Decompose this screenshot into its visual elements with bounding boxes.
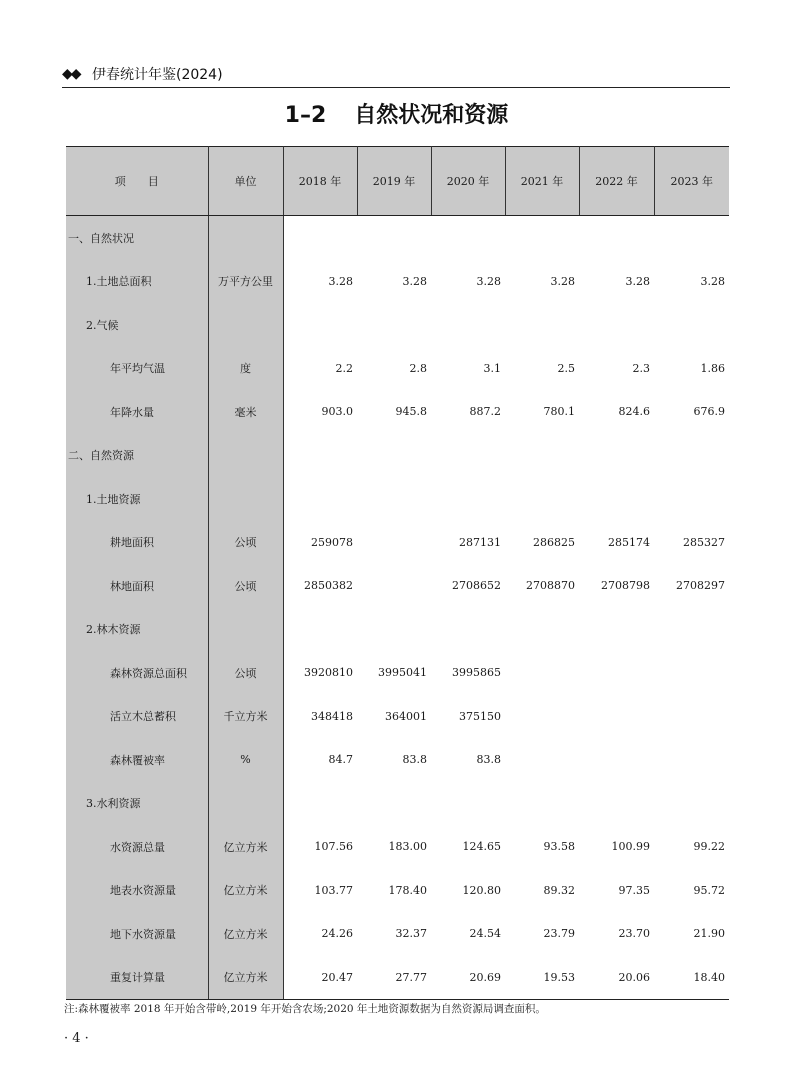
row-value-cell: 3.28 <box>700 274 725 288</box>
row-item-label: 1.土地总面积 <box>66 260 208 304</box>
table-row <box>66 303 729 347</box>
row-unit: 公顷 <box>208 564 283 608</box>
row-value-cell <box>579 434 654 478</box>
row-unit <box>208 477 283 521</box>
row-value-cell <box>505 695 579 739</box>
row-value-cell: 2.3 <box>632 361 650 375</box>
table-row <box>66 869 729 913</box>
row-value-cell <box>357 477 431 521</box>
row-unit: 公顷 <box>208 521 283 565</box>
row-value-cell <box>431 477 505 521</box>
row-value-cell: 287131 <box>459 535 501 549</box>
row-value-cell: 27.77 <box>357 956 431 1000</box>
table-row <box>66 956 729 1000</box>
row-value-cell: 285174 <box>608 535 650 549</box>
row-value-cell: 285327 <box>683 535 725 549</box>
row-value-cell <box>431 782 505 826</box>
row-item-label: 林地面积 <box>66 564 208 608</box>
table-row <box>66 434 729 478</box>
row-unit <box>208 216 283 260</box>
header-rule <box>62 87 730 88</box>
row-unit: 公顷 <box>208 651 283 695</box>
row-value-cell <box>505 434 579 478</box>
row-value-cell: 23.70 <box>618 927 650 941</box>
row-value-cell: 97.35 <box>618 883 650 897</box>
column-header-item: 项 目 <box>66 147 208 216</box>
row-value-cell <box>654 216 729 260</box>
column-header-2023: 2023 年 <box>654 147 729 216</box>
row-value-cell: 887.2 <box>469 405 501 419</box>
row-value-cell <box>505 651 579 695</box>
table-row <box>66 912 729 956</box>
row-value-cell: 3.28 <box>328 274 353 288</box>
row-value-cell <box>654 477 729 521</box>
row-value-cell: 286825 <box>533 535 575 549</box>
row-value-cell: 178.40 <box>388 883 427 897</box>
row-value-cell: 83.8 <box>476 753 501 767</box>
running-title: 伊春统计年鉴(2024) <box>92 67 223 83</box>
row-value-cell <box>579 608 654 652</box>
diamond-bullets-icon: ◆◆ <box>62 66 80 82</box>
row-value-cell: 2708297 <box>676 579 725 593</box>
row-value-cell <box>654 303 729 347</box>
row-item-label: 一、自然状况 <box>66 216 208 260</box>
column-header-2022: 2022 年 <box>579 147 654 216</box>
row-value-cell: 2708798 <box>601 579 650 593</box>
row-value-cell <box>357 608 431 652</box>
row-value-cell: 945.8 <box>395 405 427 419</box>
row-item-label: 地下水资源量 <box>66 912 208 956</box>
row-value-cell <box>357 434 431 478</box>
row-value-cell <box>654 608 729 652</box>
row-value-cell <box>431 608 505 652</box>
row-value-cell: 24.54 <box>469 927 501 941</box>
table-header-row <box>66 147 729 216</box>
row-value-cell <box>654 738 729 782</box>
row-value-cell <box>283 303 357 347</box>
table-row <box>66 390 729 434</box>
row-value-cell <box>505 303 579 347</box>
table-row <box>66 608 729 652</box>
row-unit: 千立方米 <box>208 695 283 739</box>
row-value-cell <box>579 651 654 695</box>
column-header-2020: 2020 年 <box>431 147 505 216</box>
row-value-cell <box>654 651 729 695</box>
column-header-2021: 2021 年 <box>505 147 579 216</box>
row-value-cell: 93.58 <box>543 840 575 854</box>
table-row <box>66 782 729 826</box>
row-value-cell: 183.00 <box>388 840 427 854</box>
row-item-label: 地表水资源量 <box>66 869 208 913</box>
row-unit: 亿立方米 <box>208 956 283 1000</box>
table-number: 1–2 <box>284 103 327 128</box>
row-item-label: 3.水利资源 <box>66 782 208 826</box>
row-item-label: 2.气候 <box>66 303 208 347</box>
row-value-cell: 32.37 <box>395 927 427 941</box>
row-value-cell: 84.7 <box>328 753 353 767</box>
table-row <box>66 521 729 565</box>
row-unit: % <box>208 738 283 782</box>
row-value-cell <box>431 303 505 347</box>
row-value-cell <box>283 434 357 478</box>
row-value-cell <box>579 303 654 347</box>
table-row <box>66 738 729 782</box>
row-item-label: 森林覆被率 <box>66 738 208 782</box>
row-value-cell <box>283 782 357 826</box>
row-value-cell: 903.0 <box>321 405 353 419</box>
table-body <box>66 216 729 1000</box>
row-value-cell <box>579 738 654 782</box>
table-row <box>66 695 729 739</box>
row-value-cell <box>579 216 654 260</box>
table-row <box>66 260 729 304</box>
row-value-cell: 3995041 <box>378 666 427 680</box>
row-value-cell: 2.2 <box>335 361 353 375</box>
row-unit <box>208 608 283 652</box>
row-value-cell: 676.9 <box>693 405 725 419</box>
row-value-cell: 3920810 <box>304 666 353 680</box>
page-title <box>0 98 793 129</box>
running-header <box>62 64 730 86</box>
row-value-cell: 103.77 <box>314 883 353 897</box>
column-header-2018: 2018 年 <box>283 147 357 216</box>
row-value-cell: 2.5 <box>557 361 575 375</box>
row-unit: 度 <box>208 347 283 391</box>
row-value-cell: 20.47 <box>283 956 357 1000</box>
row-unit <box>208 303 283 347</box>
row-value-cell <box>431 216 505 260</box>
row-value-cell: 20.69 <box>431 956 505 1000</box>
row-value-cell: 3.28 <box>476 274 501 288</box>
row-unit <box>208 782 283 826</box>
row-value-cell: 20.06 <box>579 956 654 1000</box>
row-value-cell: 1.86 <box>700 361 725 375</box>
footnote: 注:森林覆被率 2018 年开始含带岭,2019 年开始含农场;2020 年土地资源数据为自然资源局调查面积。 <box>64 1003 546 1015</box>
row-unit: 毫米 <box>208 390 283 434</box>
row-item-label: 重复计算量 <box>66 956 208 1000</box>
row-value-cell: 19.53 <box>505 956 579 1000</box>
row-value-cell <box>505 782 579 826</box>
row-value-cell: 124.65 <box>462 840 501 854</box>
row-value-cell: 3.1 <box>483 361 501 375</box>
row-value-cell <box>283 477 357 521</box>
table-row <box>66 477 729 521</box>
row-value-cell <box>357 564 431 608</box>
row-value-cell <box>505 216 579 260</box>
row-value-cell: 348418 <box>311 709 353 723</box>
table-row <box>66 216 729 260</box>
row-value-cell <box>283 608 357 652</box>
row-value-cell: 21.90 <box>693 927 725 941</box>
row-value-cell <box>283 216 357 260</box>
row-unit: 亿立方米 <box>208 825 283 869</box>
row-value-cell: 100.99 <box>611 840 650 854</box>
row-item-label: 2.林木资源 <box>66 608 208 652</box>
row-value-cell: 824.6 <box>618 405 650 419</box>
row-value-cell <box>654 782 729 826</box>
row-value-cell <box>357 303 431 347</box>
row-item-label: 耕地面积 <box>66 521 208 565</box>
row-unit: 万平方公里 <box>208 260 283 304</box>
row-value-cell <box>654 695 729 739</box>
row-value-cell <box>579 695 654 739</box>
row-value-cell <box>654 434 729 478</box>
row-unit: 亿立方米 <box>208 912 283 956</box>
row-value-cell: 99.22 <box>693 840 725 854</box>
table-row <box>66 651 729 695</box>
row-value-cell: 364001 <box>385 709 427 723</box>
row-value-cell <box>505 738 579 782</box>
table-row <box>66 825 729 869</box>
row-value-cell: 3.28 <box>402 274 427 288</box>
row-value-cell: 18.40 <box>654 956 729 1000</box>
row-value-cell: 95.72 <box>693 883 725 897</box>
row-value-cell <box>579 477 654 521</box>
row-value-cell: 23.79 <box>543 927 575 941</box>
row-item-label: 二、自然资源 <box>66 434 208 478</box>
statistics-table <box>66 146 729 1000</box>
column-header-2019: 2019 年 <box>357 147 431 216</box>
row-item-label: 森林资源总面积 <box>66 651 208 695</box>
row-value-cell: 120.80 <box>462 883 501 897</box>
row-value-cell: 2708652 <box>452 579 501 593</box>
row-value-cell <box>505 477 579 521</box>
row-item-label: 水资源总量 <box>66 825 208 869</box>
row-item-label: 1.土地资源 <box>66 477 208 521</box>
table-title: 自然状况和资源 <box>354 103 509 128</box>
row-value-cell: 259078 <box>311 535 353 549</box>
row-value-cell <box>505 608 579 652</box>
row-value-cell <box>357 782 431 826</box>
table-row <box>66 564 729 608</box>
row-value-cell: 107.56 <box>314 840 353 854</box>
row-value-cell: 2850382 <box>304 579 353 593</box>
row-value-cell: 2.8 <box>409 361 427 375</box>
row-value-cell: 375150 <box>459 709 501 723</box>
row-value-cell: 89.32 <box>543 883 575 897</box>
row-item-label: 活立木总蓄积 <box>66 695 208 739</box>
row-value-cell: 3.28 <box>550 274 575 288</box>
row-item-label: 年降水量 <box>66 390 208 434</box>
row-item-label: 年平均气温 <box>66 347 208 391</box>
table-row <box>66 347 729 391</box>
row-unit <box>208 434 283 478</box>
row-value-cell <box>431 434 505 478</box>
row-value-cell <box>579 782 654 826</box>
row-value-cell: 3.28 <box>625 274 650 288</box>
row-value-cell: 24.26 <box>321 927 353 941</box>
row-value-cell <box>357 521 431 565</box>
row-value-cell: 2708870 <box>526 579 575 593</box>
row-unit: 亿立方米 <box>208 869 283 913</box>
column-header-unit: 单位 <box>208 147 283 216</box>
row-value-cell <box>357 216 431 260</box>
page-number: · 4 · <box>64 1031 89 1046</box>
row-value-cell: 780.1 <box>543 405 575 419</box>
row-value-cell: 3995865 <box>452 666 501 680</box>
row-value-cell: 83.8 <box>402 753 427 767</box>
